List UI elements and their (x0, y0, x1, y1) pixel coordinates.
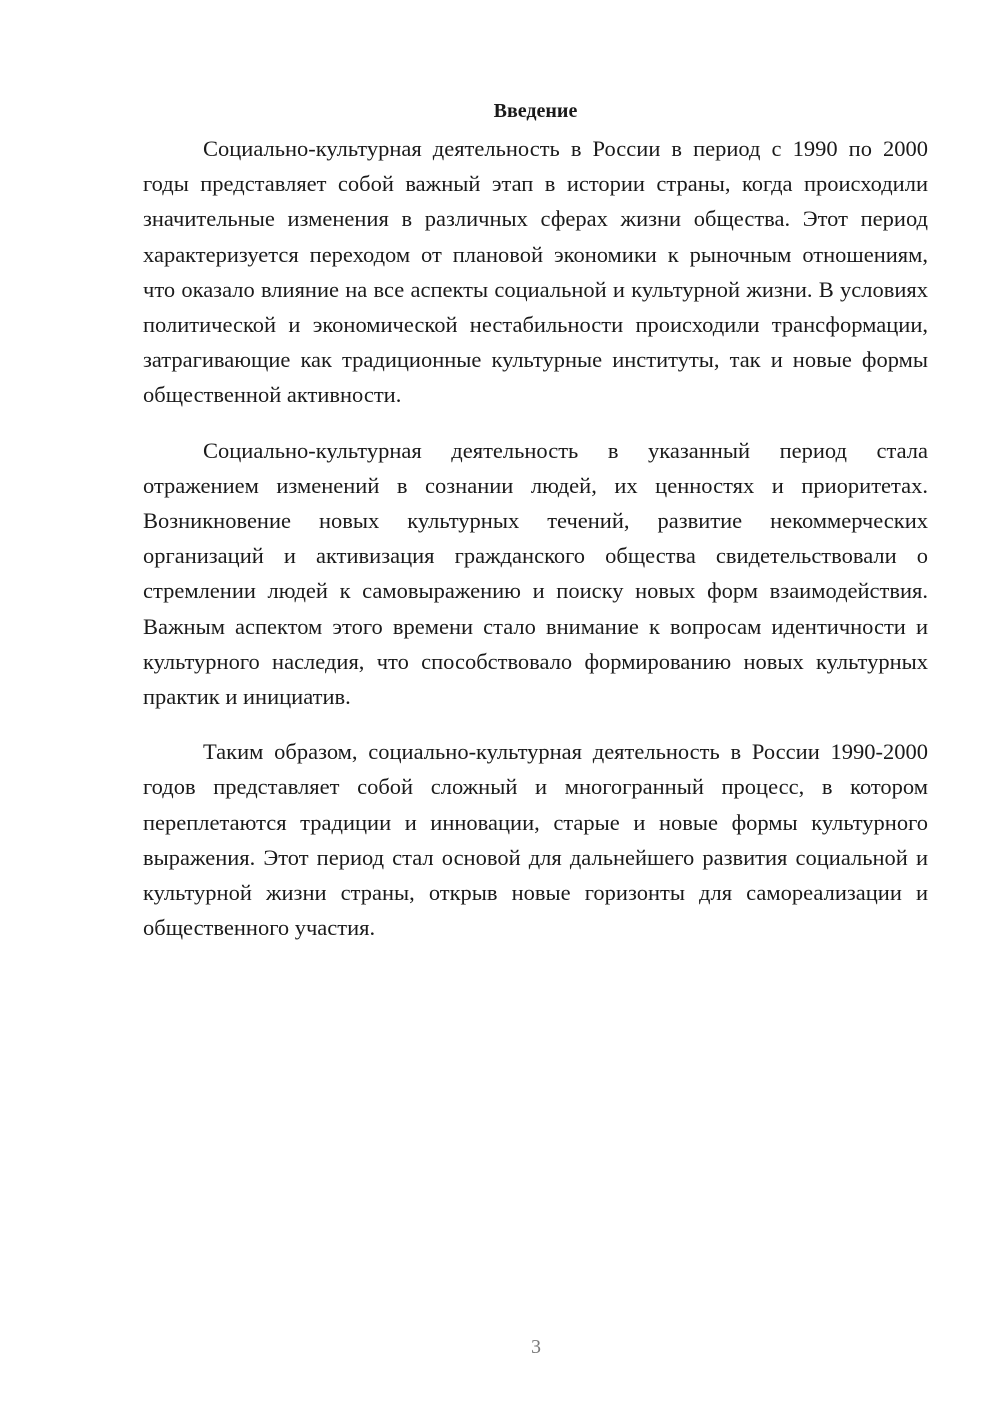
page-content (143, 96, 928, 965)
page-number: 3 (531, 1336, 541, 1358)
paragraph-3: Таким образом, социально-культурная деятельность в России 1990-2000 годов представляет собой сложный и многогранный процесс, в котором переплетаются традиции и инновации, старые и новые формы культурного выражения. Этот период стал основой для дальнейшего развития социальной и культурной жизни страны, открыв новые горизонты для самореализации и общественного участия. (143, 739, 928, 941)
paragraph-2: Социально-культурная деятельность в указанный период стала отражением изменений в сознании людей, их ценностях и приоритетах. Возникновение новых культурных течений, развитие некоммерческих организаций и активизация гражданского общества свидетельствовали о стремлении людей к самовыражению и поиску новых форм взаимодействия. Важным аспектом этого времени стало внимание к вопросам идентичности и культурного наследия, что способствовало формированию новых культурных практик и инициатив. (143, 437, 928, 710)
section-title: Введение (493, 100, 578, 122)
paragraph-1: Социально-культурная деятельность в России в период с 1990 по 2000 годы представляет собой важный этап в истории страны, когда происходили значительные изменения в различных сферах жизни общества. Этот период характеризуется переходом от плановой экономики к рыночным отношениям, что оказало влияние на все аспекты социальной и культурной жизни. В условиях политической и экономической нестабильности происходили трансформации, затрагивающие как традиционные культурные институты, так и новые формы общественной активности. (143, 136, 928, 408)
